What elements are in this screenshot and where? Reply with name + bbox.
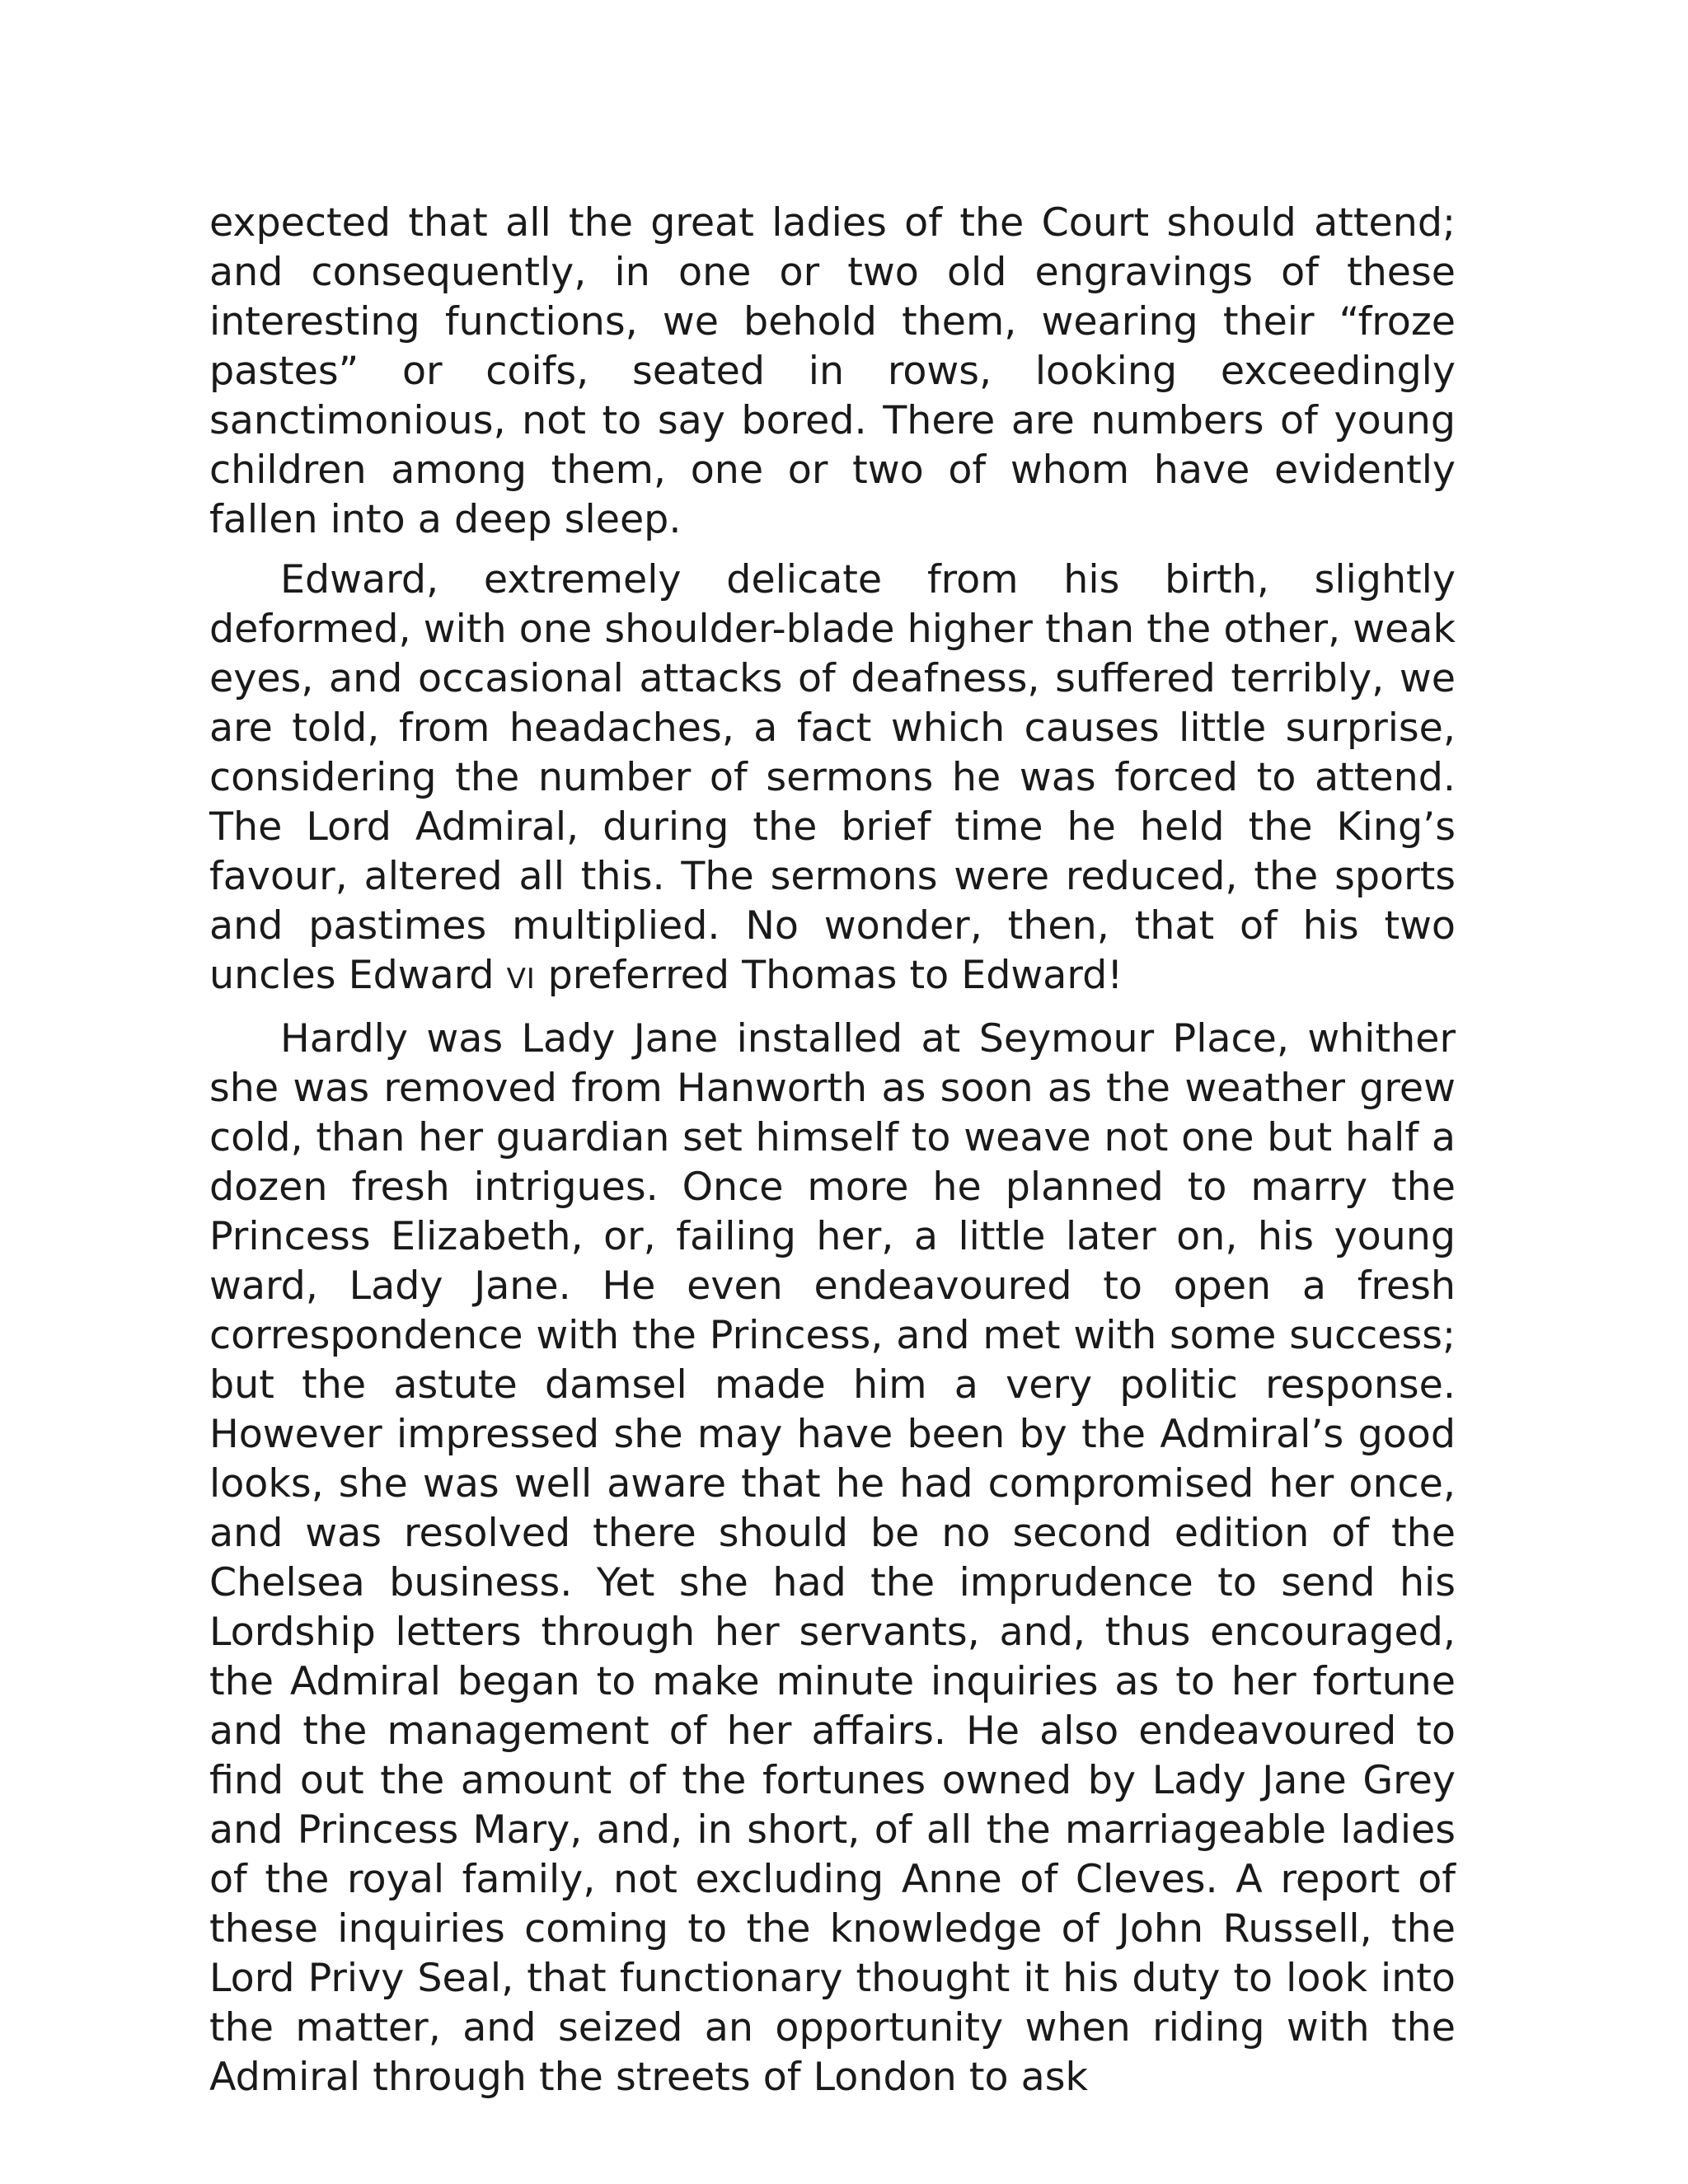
paragraph-1-text: expected that all the great ladies of the Court should attend; and consequently, in one or two old engravings of these interesting functions, we behold them, wearing their “froze pastes” or coifs, seated in rows, looking exceedingly sanctimonious, not to say bored. There are numbers of young children among them, one or two of whom have evidently fallen into a deep sleep. (209, 200, 1456, 542)
regnal-numeral: VI (506, 963, 536, 996)
body-text (209, 199, 1456, 2102)
paragraph-2-text-b: preferred Thomas to Edward! (535, 953, 1123, 998)
paragraph-3 (209, 1015, 1456, 2102)
paragraph-3-text: Hardly was Lady Jane installed at Seymour Place, whither she was removed from Hanworth as soon as the weather grew cold, than her guardian set himself to weave not one but half a dozen fresh intrigues. Once more he planned to marry the Princess Elizabeth, or, failing her, a little later on, his young ward, Lady Jane. He even endeavoured to open a fresh correspondence with the Princess, and met with some success; but the astute damsel made him a very politic response. However impressed she may have been by the Admiral’s good looks, she was well aware that he had compromised her once, and was resolved there should be no second edition of the Chelsea business. Yet she had the imprudence to send his Lordship letters through her servants, and, thus encouraged, the Admiral began to make minute inquiries as to her fortune and the management of her affairs. He also endeavoured to find out the amount of the fortunes owned by Lady Jane Grey and Princess Mary, and, in short, of all the marriageable ladies of the royal family, not excluding Anne of Cleves. A report of these inquiries coming to the knowledge of John Russell, the Lord Privy Seal, that functionary thought it his duty to look into the matter, and seized an opportunity when riding with the Admiral through the streets of London to ask (209, 1016, 1456, 2100)
paragraph-2-text-a: Edward, extremely delicate from his birth, slightly deformed, with one shoulder-blade higher than the other, weak eyes, and occasional attacks of deafness, suffered terribly, we are told, from headaches, a fact which causes little surprise, considering the number of sermons he was forced to attend. The Lord Admiral, during the brief time he held the King’s favour, altered all this. The sermons were reduced, the sports and pastimes multiplied. No wonder, then, that of his two uncles Edward (209, 557, 1456, 998)
paragraph-1 (209, 199, 1456, 545)
paragraph-2 (209, 555, 1456, 1004)
